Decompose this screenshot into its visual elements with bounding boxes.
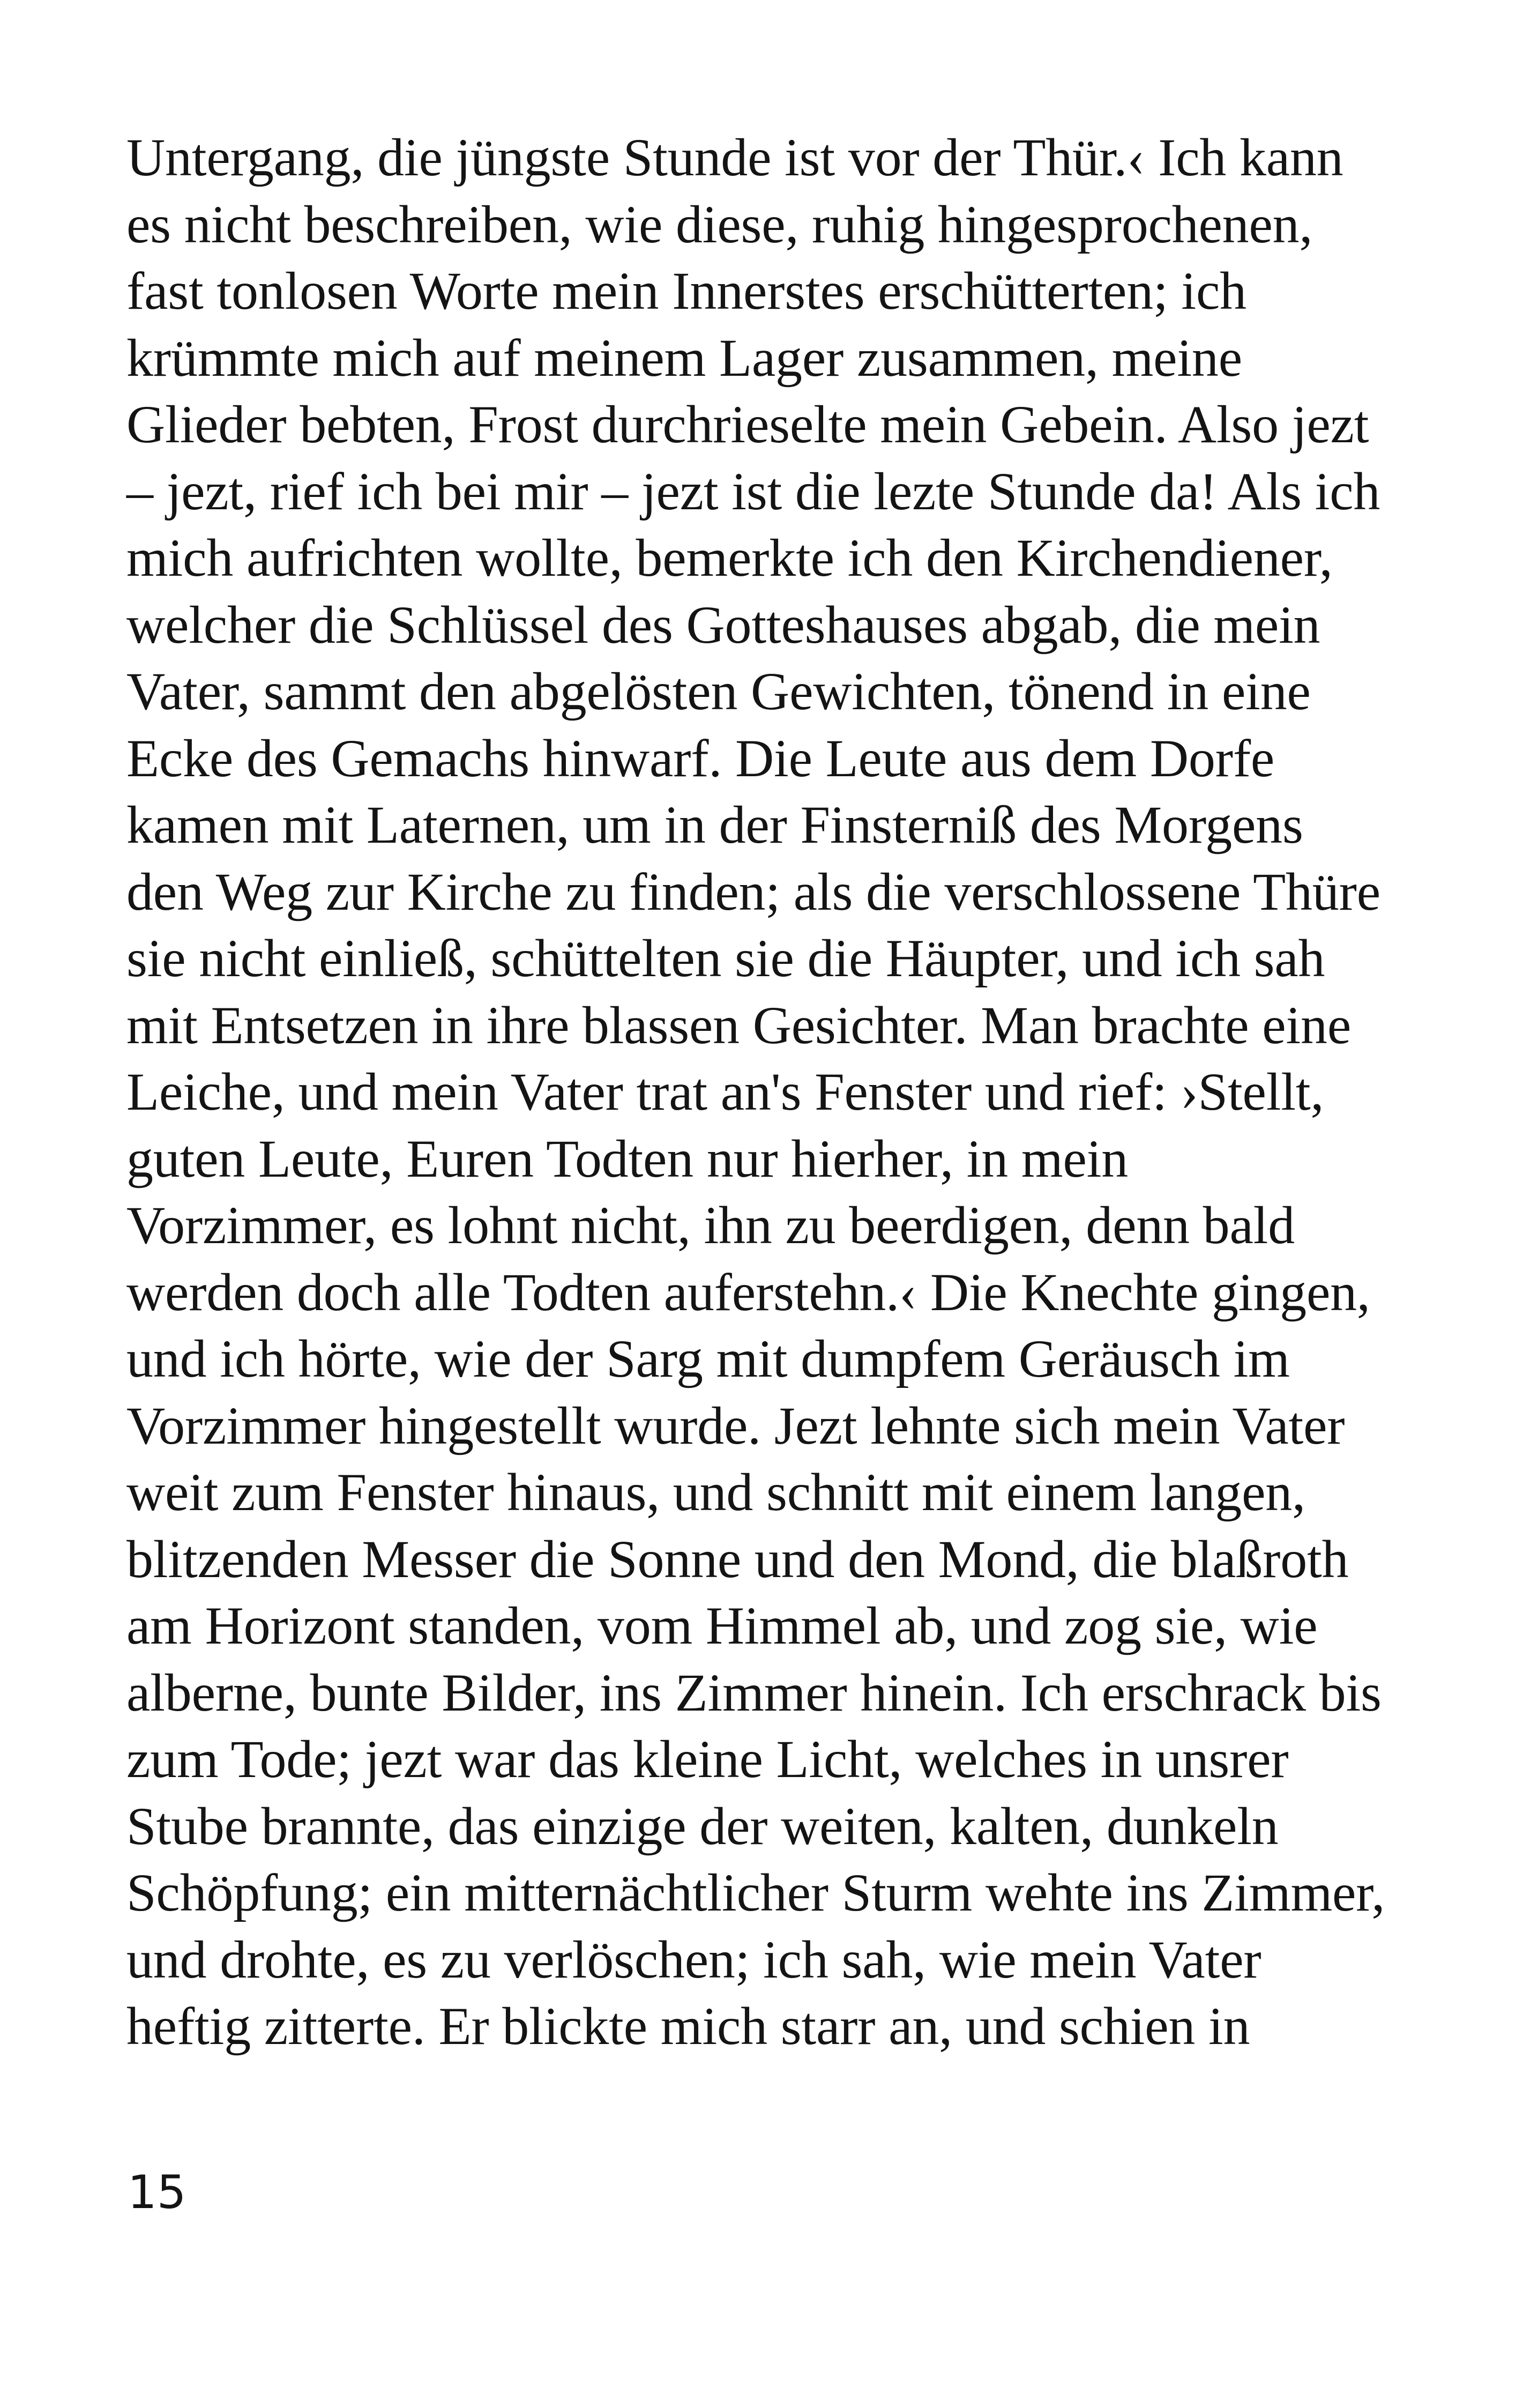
- text-line: Vorzimmer hingestellt wurde. Jezt lehnte sich mein Vater: [126, 1395, 1345, 1455]
- text-line: kamen mit Laternen, um in der Finsterniß des Morgens: [126, 795, 1303, 854]
- text-line: Ecke des Gemachs hinwarf. Die Leute aus dem Dorfe: [126, 728, 1275, 788]
- text-line: guten Leute, Euren Todten nur hierher, in mein: [126, 1128, 1129, 1188]
- page-number: 15: [128, 2166, 186, 2219]
- text-line: Schöpfung; ein mitternächtlicher Sturm wehte ins Zimmer,: [126, 1863, 1385, 1922]
- text-line: Vorzimmer, es lohnt nicht, ihn zu beerdigen, denn bald: [126, 1195, 1295, 1255]
- text-line: fast tonlosen Worte mein Innerstes erschütterten; ich: [126, 261, 1246, 321]
- text-line: und drohte, es zu verlöschen; ich sah, wie mein Vater: [126, 1929, 1261, 1989]
- text-line: Glieder bebten, Frost durchrieselte mein Gebein. Also jezt: [126, 395, 1369, 454]
- text-line: Leiche, und mein Vater trat an's Fenster und rief: ›Stellt,: [126, 1062, 1324, 1121]
- text-line: werden doch alle Todten auferstehn.‹ Die Knechte gingen,: [126, 1262, 1370, 1322]
- text-line: weit zum Fenster hinaus, und schnitt mit einem langen,: [126, 1462, 1305, 1522]
- text-line: es nicht beschreiben, wie diese, ruhig hingesprochenen,: [126, 194, 1313, 254]
- text-line: krümmte mich auf meinem Lager zusammen, meine: [126, 328, 1242, 388]
- text-line: mich aufrichten wollte, bemerkte ich den Kirchendiener,: [126, 528, 1333, 588]
- text-line: blitzenden Messer die Sonne und den Mond, die blaßroth: [126, 1529, 1349, 1589]
- text-line: Vater, sammt den abgelösten Gewichten, tönend in eine: [126, 662, 1311, 721]
- text-line: alberne, bunte Bilder, ins Zimmer hinein. Ich erschrack bis: [126, 1662, 1382, 1722]
- text-line: zum Tode; jezt war das kleine Licht, welches in unsrer: [126, 1729, 1289, 1789]
- text-line: und ich hörte, wie der Sarg mit dumpfem Geräusch im: [126, 1329, 1290, 1388]
- body-text: [126, 124, 1423, 2060]
- text-line: Stube brannte, das einzige der weiten, kalten, dunkeln: [126, 1796, 1279, 1856]
- text-line: welcher die Schlüssel des Gotteshauses abgab, die mein: [126, 594, 1320, 655]
- text-line: – jezt, rief ich bei mir – jezt ist die lezte Stunde da! Als ich: [126, 461, 1380, 521]
- text-line: am Horizont standen, vom Himmel ab, und zog sie, wie: [126, 1596, 1318, 1655]
- text-line: Untergang, die jüngste Stunde ist vor der Thür.‹ Ich kann: [126, 128, 1343, 187]
- text-line: mit Entsetzen in ihre blassen Gesichter. Man brachte eine: [126, 995, 1352, 1055]
- text-line: den Weg zur Kirche zu finden; als die verschlossene Thüre: [126, 861, 1380, 921]
- text-line: heftig zitterte. Er blickte mich starr an, und schien in: [126, 1996, 1250, 2056]
- text-line: sie nicht einließ, schüttelten sie die Häupter, und ich sah: [126, 928, 1325, 988]
